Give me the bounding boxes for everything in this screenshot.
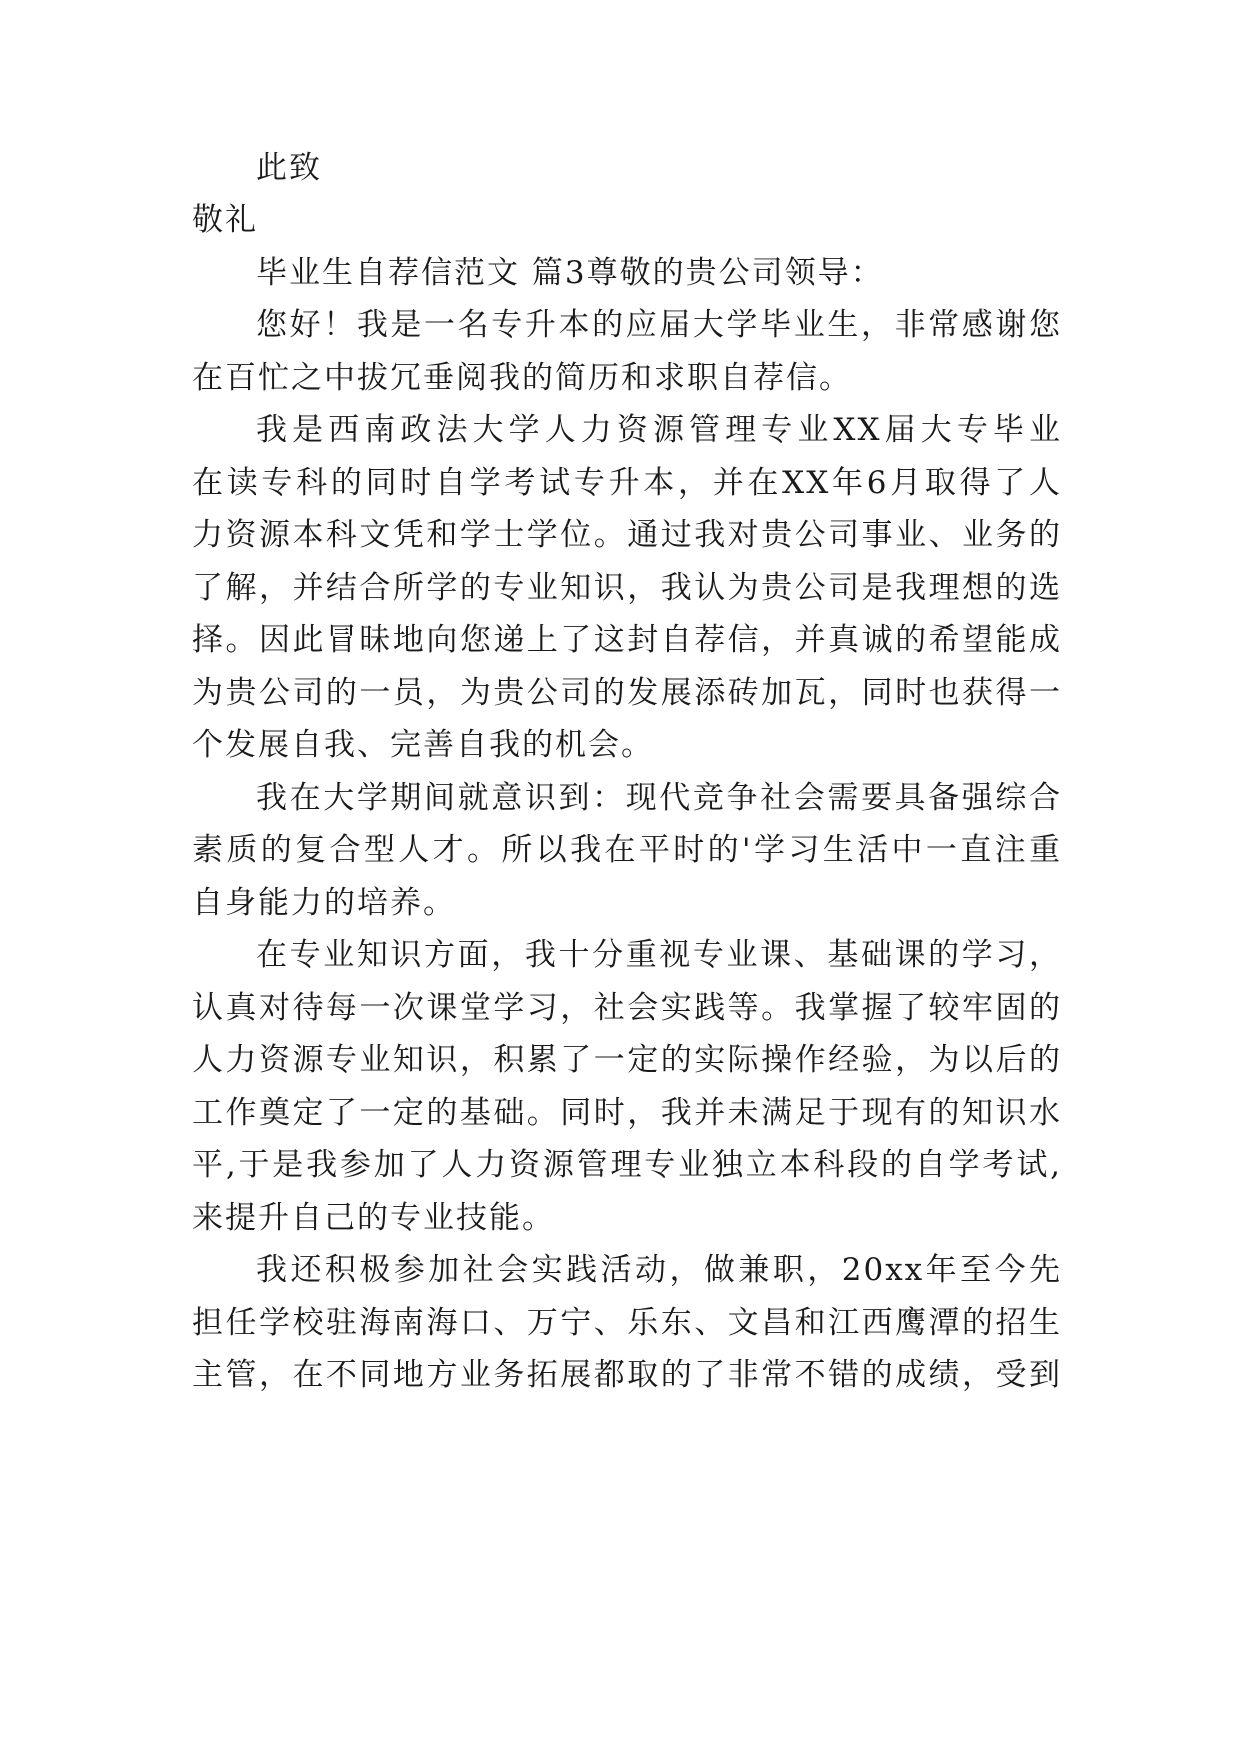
paragraph-line: 在读专科的同时自学考试专升本，并在XX年6月取得了人 — [192, 465, 1062, 501]
paragraph-line: 素质的复合型人才。所以我在平时的'学习生活中一直注重 — [192, 832, 1062, 868]
paragraph-line: 力资源本科文凭和学士学位。通过我对贵公司事业、业务的 — [192, 517, 1062, 553]
paragraph-line: 人力资源专业知识，积累了一定的实际操作经验，为以后的 — [192, 1042, 1062, 1078]
paragraph-line: 担任学校驻海南海口、万宁、乐东、文昌和江西鹰潭的招生 — [192, 1305, 1062, 1341]
paragraph-line: 我还积极参加社会实践活动，做兼职，20xx年至今先 — [256, 1252, 1062, 1288]
paragraph-line: 工作奠定了一定的基础。同时，我并未满足于现有的知识水 — [192, 1095, 1062, 1131]
paragraph-line: 您好！我是一名专升本的应届大学毕业生，非常感谢您 — [256, 307, 1062, 343]
closing-salutation: 此致 — [256, 150, 322, 186]
paragraph-line: 个发展自我、完善自我的机会。 — [192, 727, 654, 763]
paragraph-line: 来提升自己的专业技能。 — [192, 1200, 555, 1236]
paragraph-line: 平,于是我参加了人力资源管理专业独立本科段的自学考试, — [192, 1147, 1062, 1183]
paragraph-line: 我在大学期间就意识到：现代竞争社会需要具备强综合 — [256, 780, 1062, 816]
paragraph-line: 在百忙之中拔冗垂阅我的简历和求职自荐信。 — [192, 360, 852, 396]
closing-regards: 敬礼 — [192, 202, 258, 238]
paragraph-line: 我是西南政法大学人力资源管理专业XX届大专毕业 — [256, 412, 1062, 448]
paragraph-line: 自身能力的培养。 — [192, 885, 456, 921]
paragraph-line: 认真对待每一次课堂学习，社会实践等。我掌握了较牢固的 — [192, 990, 1062, 1026]
paragraph-line: 为贵公司的一员，为贵公司的发展添砖加瓦，同时也获得一 — [192, 675, 1062, 711]
paragraph-line: 在专业知识方面，我十分重视专业课、基础课的学习， — [256, 937, 1062, 973]
section-heading: 毕业生自荐信范文 篇3尊敬的贵公司领导： — [256, 255, 884, 291]
paragraph-line: 了解，并结合所学的专业知识，我认为贵公司是我理想的选 — [192, 570, 1062, 606]
paragraph-line: 择。因此冒昧地向您递上了这封自荐信，并真诚的希望能成 — [192, 622, 1062, 658]
paragraph-line: 主管，在不同地方业务拓展都取的了非常不错的成绩，受到 — [192, 1357, 1062, 1393]
